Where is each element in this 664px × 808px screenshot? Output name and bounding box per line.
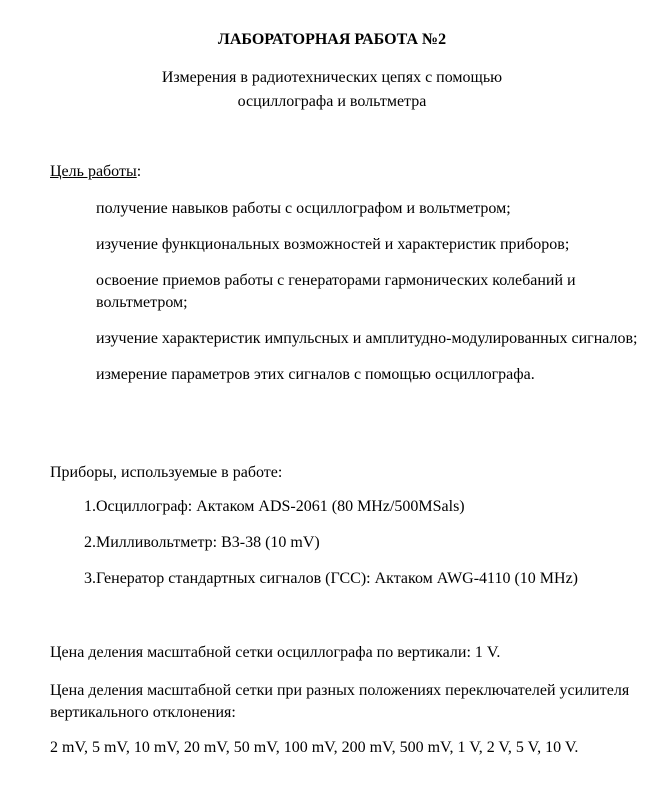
vertical-scale-paragraph: Цена деления масштабной сетки осциллографа по вертикали: 1 V.	[50, 644, 501, 661]
devices-list	[50, 496, 650, 604]
scale-values-paragraph: 2 mV, 5 mV, 10 mV, 20 mV, 50 mV, 100 mV, 200 mV, 500 mV, 1 V, 2 V, 5 V, 10 V.	[50, 739, 579, 756]
goal-heading-colon: :	[136, 163, 142, 180]
device-item-text: Осциллограф: Актаком ADS-2061 (80 MHz/500MSals)	[96, 498, 465, 515]
devices-heading: Приборы, используемые в работе:	[50, 464, 283, 481]
device-item-number: 2.	[84, 534, 96, 551]
device-item	[50, 496, 650, 518]
device-item-text: Милливольтметр: В3-38 (10 mV)	[96, 534, 320, 551]
device-item-number: 1.	[84, 498, 96, 515]
subtitle-line-1: Измерения в радиотехнических цепях с помощью	[161, 69, 503, 86]
goal-item: измерение параметров этих сигналов с помощью осциллографа.	[96, 366, 535, 383]
goal-item: изучение характеристик импульсных и амплитудно-модулированных сигналов;	[96, 330, 638, 347]
document-subtitle	[0, 66, 664, 114]
document-title: ЛАБОРАТОРНАЯ РАБОТА №2	[217, 31, 447, 48]
goal-heading-label: Цель работы	[50, 163, 137, 180]
device-item	[50, 568, 650, 590]
subtitle-line-2: осциллографа и вольтметра	[237, 93, 427, 110]
switch-positions-paragraph: Цена деления масштабной сетки при разных положениях переключателей усилителя вертикального отклонения:	[50, 682, 630, 721]
device-item	[50, 532, 650, 554]
goal-item: освоение приемов работы с генераторами гармонических колебаний и вольтметром;	[96, 272, 576, 311]
goal-item: получение навыков работы с осциллографом и вольтметром;	[96, 200, 511, 217]
device-item-number: 3.	[84, 570, 96, 587]
goal-heading	[50, 162, 650, 182]
goal-list	[96, 198, 646, 400]
goal-item: изучение функциональных возможностей и характеристик приборов;	[96, 236, 570, 253]
device-item-text: Генератор стандартных сигналов (ГСС): Актаком AWG-4110 (10 MHz)	[96, 570, 578, 587]
